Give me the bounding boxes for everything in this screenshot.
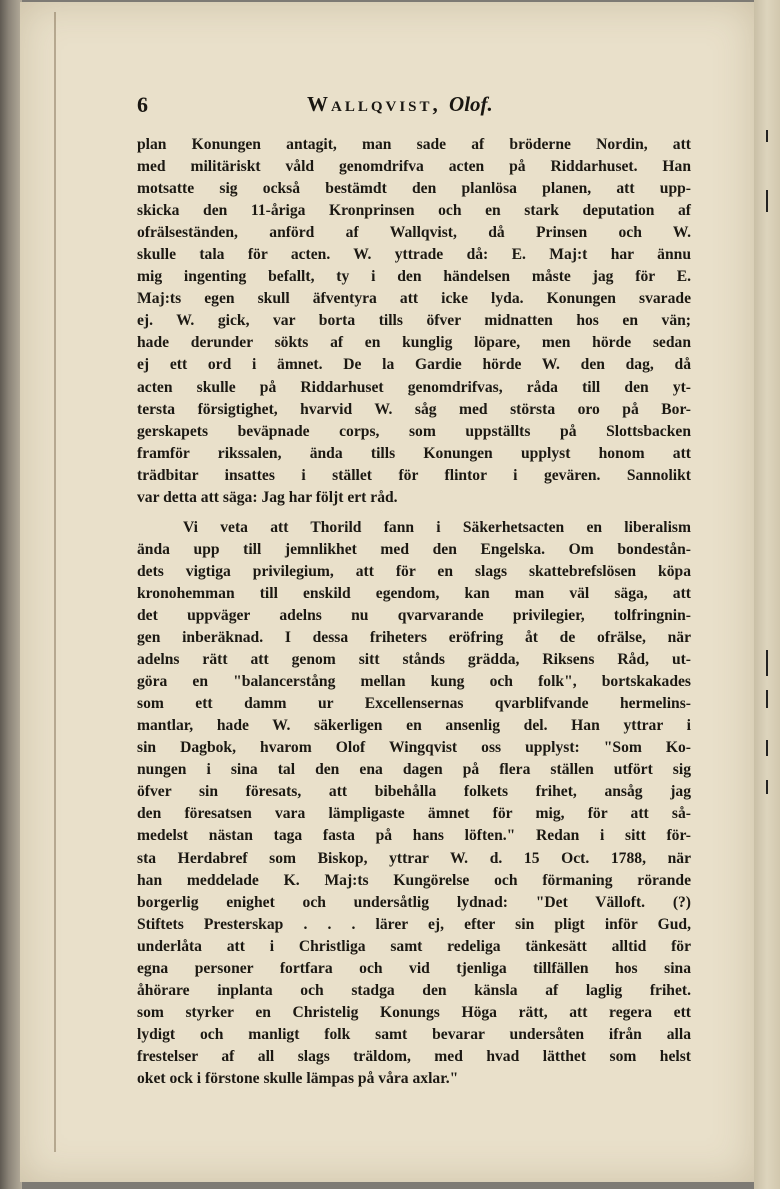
- text-line: den föresatsen vara lämpligaste ämnet för mig, för att så-: [137, 805, 691, 823]
- text-line: skulle tala för acten. W. yttrade då: E. Maj:t har ännu: [137, 246, 691, 264]
- text-line: ofrälseständen, anförd af Wallqvist, då Prinsen och W.: [137, 224, 691, 242]
- text-line: som ett damm ur Excellensernas qvarblifvande hermelins-: [137, 695, 691, 713]
- text-line: sta Herdabref som Biskop, yttrar W. d. 15 Oct. 1788, när: [137, 849, 691, 867]
- running-head-given-name: Olof.: [449, 92, 493, 116]
- text-line: mig ingenting befallt, ty i den händelsen måste jag för E.: [137, 268, 691, 286]
- text-line: ej ett ord i ämnet. De la Gardie hörde W. den dag, då: [137, 356, 691, 374]
- text-line: öfver sin föresats, att bibehålla folkets frihet, ansåg jag: [137, 783, 691, 801]
- body-text: [137, 134, 691, 1090]
- text-line: som styrker en Christelig Konungs Höga rätt, att regera ett: [137, 1003, 691, 1021]
- text-line: ej. W. gick, var borta tills öfver midnatten hos en vän;: [137, 312, 691, 330]
- text-line: kronohemman till enskild egendom, kan man väl säga, att: [137, 584, 691, 602]
- text-line: Maj:ts egen skull äfventyra att icke lyda. Konungen svarade: [137, 290, 691, 308]
- book-spine-shadow: [0, 0, 22, 1189]
- paragraph-1: [137, 134, 691, 509]
- text-line: gen inberäknad. I dessa friheters eröfring åt de ofrälse, när: [137, 629, 691, 647]
- running-head-surname: Wallqvist,: [307, 92, 441, 116]
- text-line: acten skulle på Riddarhuset genomdrifvas, råda till den yt-: [137, 378, 691, 396]
- text-line: var detta att säga: Jag har följt ert råd.: [137, 488, 398, 506]
- text-line: trädbitar insattes i stället för flintor i gevären. Sannolikt: [137, 466, 691, 484]
- text-line: han meddelade K. Maj:ts Kungörelse och förmaning rörande: [137, 871, 691, 889]
- text-line: egna personer fortfara och vid tjenliga tillfällen hos sina: [137, 959, 691, 977]
- text-line: dets vigtiga privilegium, att för en slags skattebrefslösen köpa: [137, 562, 691, 580]
- text-line: frestelser af all slags träldom, med hvad lätthet som helst: [137, 1047, 691, 1065]
- text-line: mantlar, hade W. säkerligen en ansenlig del. Han yttrar i: [137, 717, 691, 735]
- text-line: underlåta att i Christliga samt redeliga tänkesätt alltid för: [137, 937, 691, 955]
- text-line: nungen i sina tal den ena dagen på flera ställen utfört sig: [137, 761, 691, 779]
- text-line: skicka den 11-åriga Kronprinsen och en stark deputation af: [137, 202, 691, 220]
- text-line: med militäriskt våld genomdrifva acten på Riddarhuset. Han: [137, 158, 691, 176]
- text-line: adelns rätt att genom sitt stånds grädda, Riksens Råd, ut-: [137, 651, 691, 669]
- text-line: plan Konungen antagit, man sade af bröderne Nordin, att: [137, 136, 691, 153]
- gutter-line: [54, 12, 56, 1152]
- running-head: [307, 92, 493, 117]
- text-line: göra en "balancerstång mellan kung och folk", bortskakades: [137, 673, 691, 691]
- text-line: Vi veta att Thorild fann i Säkerhetsacten en liberalism: [183, 518, 691, 536]
- text-line: åhörare inplanta och stadga den känsla af laglig frihet.: [137, 981, 691, 999]
- text-line: ända upp till jemnlikhet med den Engelska. Om bondestån-: [137, 540, 691, 558]
- text-line: gerskapets beväpnade corps, som uppställts på Slottsbacken: [137, 422, 691, 440]
- text-line: motsatte sig också bestämdt den planlösa planen, att upp-: [137, 180, 691, 198]
- text-line: framför rikssalen, ända tills Konungen upplyst honom att: [137, 444, 691, 462]
- paragraph-2: [137, 517, 691, 1090]
- text-line: tersta försigtighet, hvarvid W. såg med största oro på Bor-: [137, 400, 691, 418]
- text-line: hade derunder sökts af en kunglig löpare, men hörde sedan: [137, 334, 691, 352]
- text-line: medelst nästan taga fasta på hans löften." Redan i sitt för-: [137, 827, 691, 845]
- text-line: lydigt och manligt folk samt bevarar undersåten ifrån alla: [137, 1025, 691, 1043]
- text-line: oket ock i förstone skulle lämpas på våra axlar.": [137, 1069, 459, 1087]
- page-header: [137, 92, 697, 122]
- text-line: det uppväger adelns nu qvarvarande privilegier, tolfringnin-: [137, 606, 691, 624]
- next-page-edge: [754, 0, 780, 1189]
- text-line: Stiftets Presterskap . . . lärer ej, efter sin pligt inför Gud,: [137, 915, 691, 933]
- text-line: borgerlig enighet och undersåtlig lydnad: "Det Välloft. (?): [137, 893, 691, 911]
- page-number: 6: [137, 92, 148, 117]
- text-line: sin Dagbok, hvarom Olof Wingqvist oss upplyst: "Som Ko-: [137, 739, 691, 757]
